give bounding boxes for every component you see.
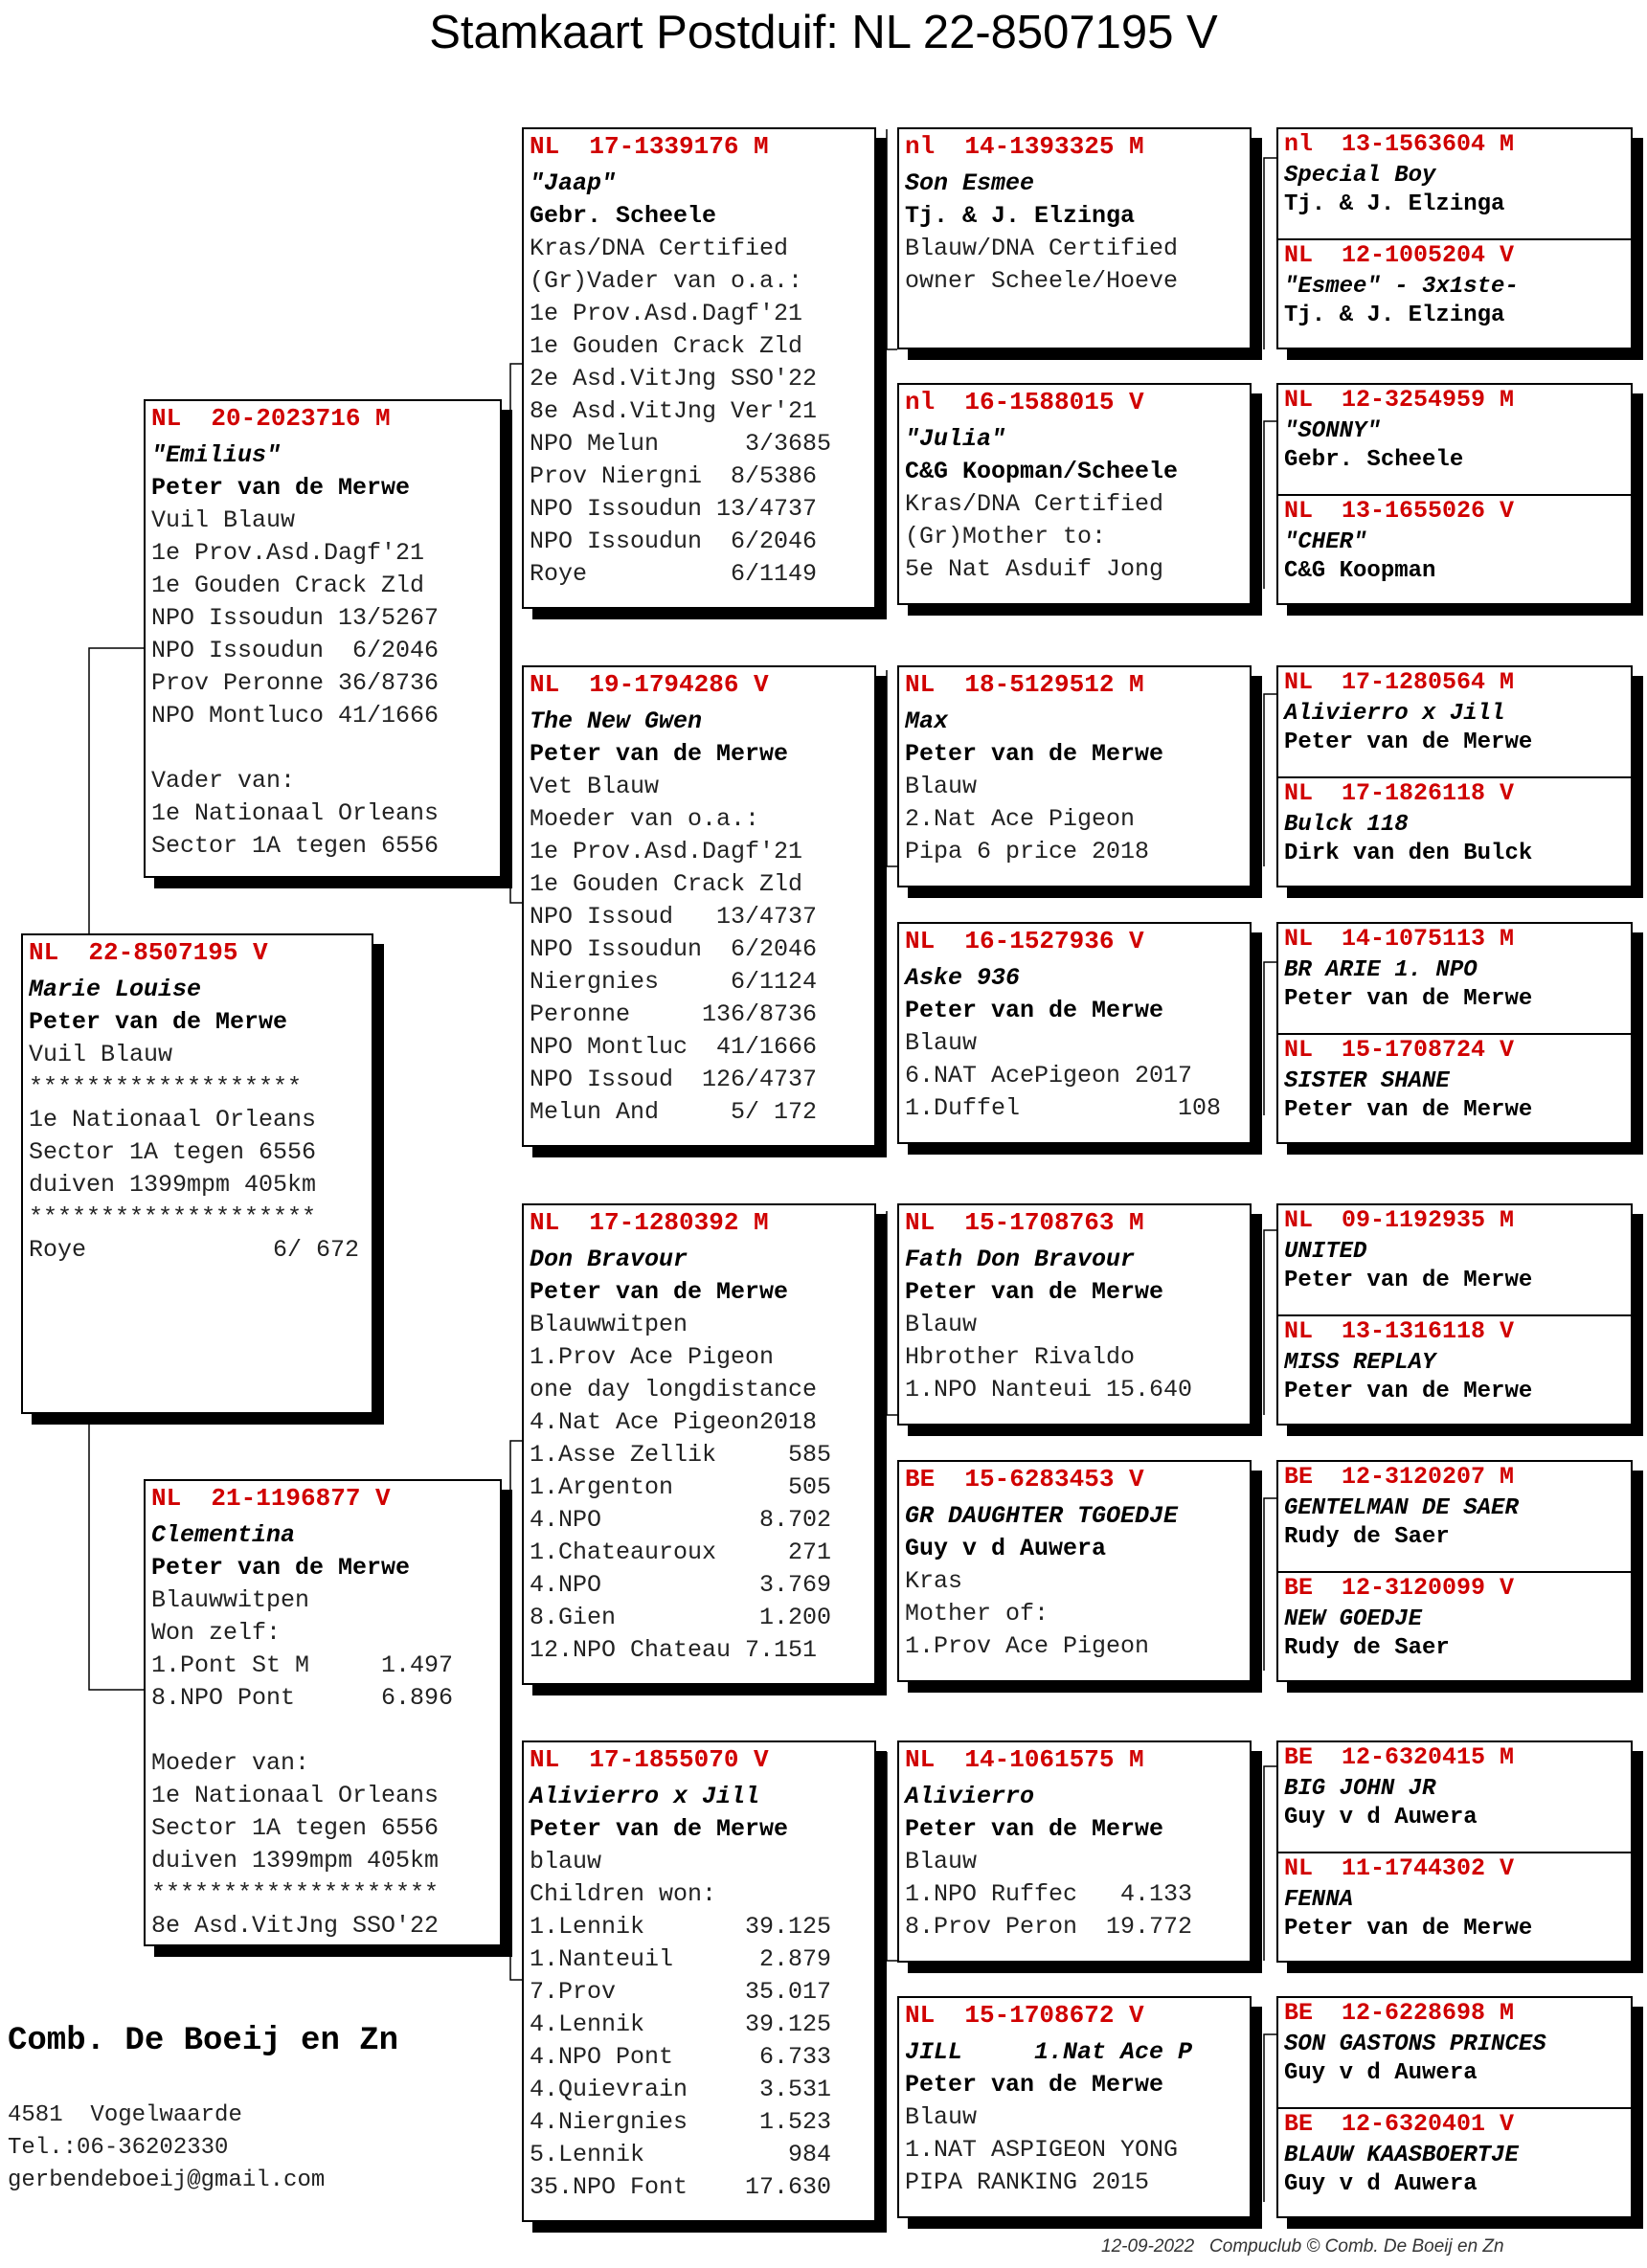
ring-number: NL 21-1196877 V bbox=[151, 1484, 391, 1513]
info-line: 1.Asse Zellik 585 bbox=[530, 1441, 832, 1469]
info-line: Blauw bbox=[905, 773, 978, 800]
connector-g3-0 bbox=[1264, 158, 1276, 349]
info-line: 1e Gouden Crack Zld bbox=[151, 572, 425, 599]
footer-credit: 12-09-2022 Compuclub © Comb. De Boeij en Zn bbox=[1101, 2236, 1504, 2257]
granddam-paternal-card bbox=[522, 665, 876, 1147]
info-line: ******************* bbox=[29, 1073, 303, 1101]
breeder-name: Peter van de Merwe bbox=[905, 1815, 1164, 1843]
info-line: 1e Nationaal Orleans bbox=[151, 1782, 440, 1809]
info-line: Blauwwitpen bbox=[151, 1586, 310, 1614]
gen4-sire-cell bbox=[1278, 1742, 1631, 1852]
breeder-name: Peter van de Merwe bbox=[1284, 730, 1533, 755]
connector-subject-sire bbox=[89, 648, 144, 933]
gen3-card bbox=[897, 922, 1252, 1144]
info-line: 1.NAT ASPIGEON YONG bbox=[905, 2136, 1179, 2164]
info-line: Sector 1A tegen 6556 bbox=[29, 1138, 317, 1166]
pigeon-name: Special Boy bbox=[1284, 163, 1436, 189]
connector-subject-dam bbox=[89, 1422, 144, 1690]
info-line bbox=[146, 1715, 500, 1747]
ring-number: NL 09-1192935 M bbox=[1284, 1206, 1515, 1234]
info-line: Vuil Blauw bbox=[29, 1041, 173, 1068]
info-line: Roye 6/1149 bbox=[530, 560, 818, 588]
info-line: Prov Niergni 8/5386 bbox=[530, 462, 818, 490]
breeder-name: Peter van de Merwe bbox=[1284, 1916, 1533, 1942]
info-line: Kras bbox=[905, 1567, 963, 1595]
breeder-name: Peter van de Merwe bbox=[1284, 1379, 1533, 1404]
pigeon-name: MISS REPLAY bbox=[1284, 1350, 1436, 1376]
pigeon-name: GENTELMAN DE SAER bbox=[1284, 1495, 1519, 1521]
info-line: 4.Nat Ace Pigeon2018 bbox=[530, 1408, 818, 1436]
info-line: Won zelf: bbox=[151, 1619, 282, 1647]
gen4-dam-cell bbox=[1278, 776, 1631, 886]
pigeon-name: "Emilius" bbox=[151, 441, 282, 469]
info-line: ******************** bbox=[29, 1203, 317, 1231]
info-line: Vet Blauw bbox=[530, 773, 660, 800]
pigeon-name: Clementina bbox=[151, 1521, 296, 1549]
info-line: Children won: bbox=[530, 1880, 717, 1908]
gen4-pair-card bbox=[1276, 922, 1633, 1144]
ring-number: BE 15-6283453 V bbox=[905, 1465, 1144, 1493]
info-line: Pipa 6 price 2018 bbox=[905, 838, 1150, 865]
pigeon-name: Alivierro x Jill bbox=[530, 1783, 760, 1810]
breeder-name: Peter van de Merwe bbox=[29, 1008, 288, 1036]
info-line: Moeder van: bbox=[151, 1749, 310, 1777]
breeder-name: Peter van de Merwe bbox=[530, 1278, 789, 1306]
ring-number: NL 17-1826118 V bbox=[1284, 779, 1515, 807]
ring-number: nl 14-1393325 M bbox=[905, 132, 1144, 161]
info-line: 1.NPO Ruffec 4.133 bbox=[905, 1880, 1193, 1908]
info-line: 1.Argenton 505 bbox=[530, 1473, 832, 1501]
connector-g3-2 bbox=[1264, 694, 1276, 866]
pigeon-name: Marie Louise bbox=[29, 976, 202, 1003]
info-line: Vuil Blauw bbox=[151, 506, 296, 534]
ring-number: NL 12-3254959 M bbox=[1284, 386, 1515, 414]
pigeon-name: "SONNY" bbox=[1284, 418, 1381, 444]
info-line: Vader van: bbox=[151, 767, 296, 795]
grandsire-maternal-card bbox=[522, 1203, 876, 1685]
breeder-name: C&G Koopman bbox=[1284, 558, 1436, 584]
info-line: 1e Nationaal Orleans bbox=[151, 799, 440, 827]
granddam-maternal-card bbox=[522, 1740, 876, 2222]
info-line: NPO Issoudun 13/5267 bbox=[151, 604, 440, 632]
gen4-pair-card bbox=[1276, 1996, 1633, 2218]
info-line: Blauw/DNA Certified bbox=[905, 235, 1179, 262]
info-line: 4.NPO Pont 6.733 bbox=[530, 2043, 832, 2071]
gen4-dam-cell bbox=[1278, 1033, 1631, 1142]
breeder-name: Gebr. Scheele bbox=[1284, 447, 1464, 473]
info-line: one day longdistance bbox=[530, 1376, 818, 1403]
info-line: Blauw bbox=[905, 1311, 978, 1338]
info-line: Blauw bbox=[905, 1029, 978, 1057]
gen4-dam-cell bbox=[1278, 1571, 1631, 1680]
info-line: 6.NAT AcePigeon 2017 bbox=[905, 1062, 1193, 1089]
breeder-name: Tj. & J. Elzinga bbox=[905, 202, 1136, 230]
connector-g3-1 bbox=[1264, 421, 1276, 589]
connector-dam-gen2c bbox=[510, 1441, 522, 1690]
breeder-name: Guy v d Auwera bbox=[905, 1535, 1107, 1562]
breeder-name: Guy v d Auwera bbox=[1284, 2060, 1478, 2086]
info-line: 1.Nanteuil 2.879 bbox=[530, 1945, 832, 1973]
info-line: 35.NPO Font 17.630 bbox=[530, 2173, 832, 2201]
info-line: 2e Asd.VitJng SSO'22 bbox=[530, 365, 818, 393]
ring-number: NL 17-1339176 M bbox=[530, 132, 769, 161]
ring-number: NL 15-1708672 V bbox=[905, 2001, 1144, 2030]
pigeon-name: "Julia" bbox=[905, 425, 1006, 453]
info-line: 2.Nat Ace Pigeon bbox=[905, 805, 1136, 833]
info-line: NPO Issoudun 6/2046 bbox=[151, 637, 440, 664]
gen3-card bbox=[897, 1740, 1252, 1963]
gen4-sire-cell bbox=[1278, 129, 1631, 238]
gen4-pair-card bbox=[1276, 1740, 1633, 1963]
gen4-pair-card bbox=[1276, 665, 1633, 887]
connector-g2b bbox=[887, 670, 897, 866]
breeder-name: Peter van de Merwe bbox=[530, 1815, 789, 1843]
info-line: NPO Montluco 41/1666 bbox=[151, 702, 440, 730]
info-line: 4.Lennik 39.125 bbox=[530, 2010, 832, 2038]
connector-g3-7 bbox=[1264, 2034, 1276, 2202]
info-line: 8.Prov Peron 19.772 bbox=[905, 1913, 1193, 1941]
info-line: Blauwwitpen bbox=[530, 1311, 688, 1338]
info-line: 1.Prov Ace Pigeon bbox=[905, 1632, 1150, 1660]
info-line: Sector 1A tegen 6556 bbox=[151, 832, 440, 860]
ring-number: NL 13-1316118 V bbox=[1284, 1317, 1515, 1345]
info-line: (Gr)Vader van o.a.: bbox=[530, 267, 803, 295]
gen4-sire-cell bbox=[1278, 385, 1631, 494]
info-line: 8e Asd.VitJng SSO'22 bbox=[151, 1912, 440, 1940]
info-line: NPO Issoudun 13/4737 bbox=[530, 495, 818, 523]
gen3-card bbox=[897, 665, 1252, 887]
breeder-name: Peter van de Merwe bbox=[151, 474, 411, 502]
info-line: NPO Issoudun 6/2046 bbox=[530, 935, 818, 963]
pigeon-name: "Esmee" - 3x1ste- bbox=[1284, 274, 1519, 300]
info-line: (Gr)Mother to: bbox=[905, 523, 1107, 550]
pigeon-name: Fath Don Bravour bbox=[905, 1246, 1136, 1273]
gen4-sire-cell bbox=[1278, 1462, 1631, 1571]
sire-card bbox=[144, 399, 502, 878]
pigeon-name: Don Bravour bbox=[530, 1246, 688, 1273]
gen4-pair-card bbox=[1276, 383, 1633, 605]
info-line: duiven 1399mpm 405km bbox=[29, 1171, 317, 1199]
gen4-pair-card bbox=[1276, 127, 1633, 349]
pigeon-name: BLAUW KAASBOERTJE bbox=[1284, 2143, 1519, 2168]
info-line: 7.Prov 35.017 bbox=[530, 1978, 832, 2006]
grandsire-paternal-card bbox=[522, 127, 876, 609]
info-line: 1.Chateauroux 271 bbox=[530, 1538, 832, 1566]
info-line: Niergnies 6/1124 bbox=[530, 968, 818, 996]
breeder-name: Peter van de Merwe bbox=[1284, 1097, 1533, 1123]
ring-number: BE 12-6228698 M bbox=[1284, 1999, 1515, 2027]
info-line: 1.Duffel 108 bbox=[905, 1094, 1222, 1122]
pigeon-name: SON GASTONS PRINCES bbox=[1284, 2032, 1546, 2057]
connector-g3-6 bbox=[1264, 1766, 1276, 1961]
info-line: Kras/DNA Certified bbox=[530, 235, 789, 262]
info-line: 1.Prov Ace Pigeon bbox=[530, 1343, 775, 1371]
pigeon-name: FENNA bbox=[1284, 1887, 1354, 1913]
pigeon-name: Bulck 118 bbox=[1284, 812, 1409, 838]
info-line: 4.NPO 3.769 bbox=[530, 1571, 832, 1599]
connector-g3-3 bbox=[1264, 962, 1276, 1115]
pigeon-name: Alivierro x Jill bbox=[1284, 701, 1505, 727]
info-line: 12.NPO Chateau 7.151 bbox=[530, 1636, 818, 1664]
info-line: 5e Nat Asduif Jong bbox=[905, 555, 1164, 583]
gen4-pair-card bbox=[1276, 1460, 1633, 1682]
breeder-name: Peter van de Merwe bbox=[905, 740, 1164, 768]
breeder-name: Peter van de Merwe bbox=[151, 1554, 411, 1582]
info-line: 1.Lennik 39.125 bbox=[530, 1913, 832, 1941]
info-line: owner Scheele/Hoeve bbox=[905, 267, 1179, 295]
breeder-name: Gebr. Scheele bbox=[530, 202, 717, 230]
ring-number: NL 17-1280392 M bbox=[530, 1208, 769, 1237]
info-line: 1e Prov.Asd.Dagf'21 bbox=[151, 539, 425, 567]
breeder-name: Tj. & J. Elzinga bbox=[1284, 191, 1505, 217]
info-line: Mother of: bbox=[905, 1600, 1049, 1628]
ring-number: NL 11-1744302 V bbox=[1284, 1854, 1515, 1882]
gen3-card bbox=[897, 1996, 1252, 2218]
ring-number: NL 19-1794286 V bbox=[530, 670, 769, 699]
info-line: Hbrother Rivaldo bbox=[905, 1343, 1136, 1371]
dam-card bbox=[144, 1479, 502, 1946]
gen4-sire-cell bbox=[1278, 924, 1631, 1033]
connector-g2a bbox=[887, 129, 897, 349]
breeder-name: Peter van de Merwe bbox=[1284, 1268, 1533, 1293]
breeder-name: Peter van de Merwe bbox=[530, 740, 789, 768]
breeder-name: Peter van de Merwe bbox=[905, 1278, 1164, 1306]
breeder-name: Rudy de Saer bbox=[1284, 1524, 1450, 1550]
owner-name: Comb. De Boeij en Zn bbox=[8, 2023, 399, 2059]
ring-number: NL 18-5129512 M bbox=[905, 670, 1144, 699]
connector-g2c bbox=[887, 1211, 897, 1415]
info-line: PIPA RANKING 2015 bbox=[905, 2168, 1150, 2196]
info-line: 1.Pont St M 1.497 bbox=[151, 1651, 454, 1679]
info-line: NPO Issoudun 6/2046 bbox=[530, 528, 818, 555]
pigeon-name: NEW GOEDJE bbox=[1284, 1606, 1423, 1632]
pigeon-name: UNITED bbox=[1284, 1239, 1367, 1265]
pigeon-name: Alivierro bbox=[905, 1783, 1035, 1810]
info-line: Peronne 136/8736 bbox=[530, 1000, 818, 1028]
owner-phone: Tel.:06-36202330 bbox=[8, 2135, 229, 2161]
info-line: blauw bbox=[530, 1848, 602, 1875]
pigeon-name: "Jaap" bbox=[530, 169, 617, 197]
gen4-pair-card bbox=[1276, 1203, 1633, 1426]
gen3-card bbox=[897, 127, 1252, 349]
ring-number: NL 15-1708763 M bbox=[905, 1208, 1144, 1237]
ring-number: NL 13-1655026 V bbox=[1284, 497, 1515, 525]
info-line: 8e Asd.VitJng Ver'21 bbox=[530, 397, 818, 425]
breeder-name: Peter van de Merwe bbox=[905, 2071, 1164, 2099]
breeder-name: Peter van de Merwe bbox=[1284, 986, 1533, 1012]
info-line: 4.Quievrain 3.531 bbox=[530, 2076, 832, 2103]
breeder-name: Guy v d Auwera bbox=[1284, 1805, 1478, 1830]
gen4-dam-cell bbox=[1278, 1314, 1631, 1424]
gen3-card bbox=[897, 383, 1252, 605]
info-line: duiven 1399mpm 405km bbox=[151, 1847, 440, 1875]
ring-number: NL 12-1005204 V bbox=[1284, 241, 1515, 269]
info-line: Roye 6/ 672 bbox=[29, 1236, 360, 1264]
info-line: Kras/DNA Certified bbox=[905, 490, 1164, 518]
gen4-sire-cell bbox=[1278, 1205, 1631, 1314]
info-line: 1e Gouden Crack Zld bbox=[530, 870, 803, 898]
info-line: NPO Issoud 13/4737 bbox=[530, 903, 818, 931]
ring-number: NL 15-1708724 V bbox=[1284, 1036, 1515, 1064]
gen3-card bbox=[897, 1460, 1252, 1682]
info-line: Prov Peronne 36/8736 bbox=[151, 669, 440, 697]
info-line: Sector 1A tegen 6556 bbox=[151, 1814, 440, 1842]
pigeon-name: SISTER SHANE bbox=[1284, 1068, 1450, 1094]
info-line: 8.Gien 1.200 bbox=[530, 1604, 832, 1631]
info-line: ******************** bbox=[151, 1879, 440, 1907]
info-line: NPO Montluc 41/1666 bbox=[530, 1033, 818, 1061]
ring-number: NL 17-1855070 V bbox=[530, 1745, 769, 1774]
info-line: Blauw bbox=[905, 1848, 978, 1875]
ring-number: BE 12-6320401 V bbox=[1284, 2110, 1515, 2138]
breeder-name: Rudy de Saer bbox=[1284, 1635, 1450, 1661]
ring-number: BE 12-6320415 M bbox=[1284, 1743, 1515, 1771]
ring-number: BE 12-3120099 V bbox=[1284, 1574, 1515, 1602]
owner-address: 4581 Vogelwaarde bbox=[8, 2102, 242, 2128]
pigeon-name: JILL 1.Nat Ace P bbox=[905, 2038, 1193, 2066]
breeder-name: Peter van de Merwe bbox=[905, 997, 1164, 1024]
info-line: 1e Nationaal Orleans bbox=[29, 1106, 317, 1134]
info-line: 4.NPO 8.702 bbox=[530, 1506, 832, 1534]
info-line: 1e Prov.Asd.Dagf'21 bbox=[530, 300, 803, 327]
breeder-name: Dirk van den Bulck bbox=[1284, 841, 1533, 866]
connector-sire-gen2b bbox=[510, 632, 522, 903]
pigeon-name: Aske 936 bbox=[905, 964, 1021, 992]
ring-number: NL 17-1280564 M bbox=[1284, 668, 1515, 696]
connector-g3-5 bbox=[1264, 1498, 1276, 1671]
info-line bbox=[146, 732, 500, 765]
info-line: NPO Melun 3/3685 bbox=[530, 430, 832, 458]
pigeon-name: The New Gwen bbox=[530, 707, 703, 735]
owner-email: gerbendeboeij@gmail.com bbox=[8, 2167, 326, 2193]
breeder-name: Guy v d Auwera bbox=[1284, 2171, 1478, 2197]
ring-number: NL 20-2023716 M bbox=[151, 404, 391, 433]
pigeon-name: Max bbox=[905, 707, 949, 735]
gen4-sire-cell bbox=[1278, 1998, 1631, 2107]
info-line: 8.NPO Pont 6.896 bbox=[151, 1684, 454, 1712]
subject-card bbox=[21, 933, 373, 1414]
info-line: Melun And 5/ 172 bbox=[530, 1098, 818, 1126]
breeder-name: C&G Koopman/Scheele bbox=[905, 458, 1179, 485]
ring-number: BE 12-3120207 M bbox=[1284, 1463, 1515, 1491]
pigeon-name: BR ARIE 1. NPO bbox=[1284, 957, 1478, 983]
info-line: Moeder van o.a.: bbox=[530, 805, 760, 833]
gen4-dam-cell bbox=[1278, 238, 1631, 348]
info-line: 5.Lennik 984 bbox=[530, 2141, 832, 2168]
gen4-dam-cell bbox=[1278, 2107, 1631, 2216]
connector-sire-gen2a bbox=[510, 364, 522, 632]
gen4-sire-cell bbox=[1278, 667, 1631, 776]
info-line: 1e Prov.Asd.Dagf'21 bbox=[530, 838, 803, 865]
connector-dam-gen2d bbox=[510, 1690, 522, 1980]
ring-number: NL 14-1061575 M bbox=[905, 1745, 1144, 1774]
info-line: NPO Issoud 126/4737 bbox=[530, 1066, 818, 1093]
gen4-dam-cell bbox=[1278, 494, 1631, 603]
info-line: 1.NPO Nanteui 15.640 bbox=[905, 1376, 1193, 1403]
pigeon-name: Son Esmee bbox=[905, 169, 1035, 197]
connector-g3-4 bbox=[1264, 1230, 1276, 1415]
connector-g2d bbox=[887, 1752, 897, 1961]
pigeon-name: BIG JOHN JR bbox=[1284, 1776, 1436, 1802]
ring-number: NL 22-8507195 V bbox=[29, 938, 268, 967]
ring-number: NL 14-1075113 M bbox=[1284, 925, 1515, 953]
gen3-card bbox=[897, 1203, 1252, 1426]
info-line: 1e Gouden Crack Zld bbox=[530, 332, 803, 360]
ring-number: nl 16-1588015 V bbox=[905, 388, 1144, 416]
ring-number: NL 16-1527936 V bbox=[905, 927, 1144, 955]
pigeon-name: "CHER" bbox=[1284, 529, 1367, 555]
pigeon-name: GR DAUGHTER TGOEDJE bbox=[905, 1502, 1179, 1530]
ring-number: nl 13-1563604 M bbox=[1284, 130, 1515, 158]
info-line: Blauw bbox=[905, 2103, 978, 2131]
breeder-name: Tj. & J. Elzinga bbox=[1284, 303, 1505, 328]
info-line: 4.Niergnies 1.523 bbox=[530, 2108, 832, 2136]
gen4-dam-cell bbox=[1278, 1852, 1631, 1961]
page-title: Stamkaart Postduif: NL 22-8507195 V bbox=[429, 7, 1218, 58]
